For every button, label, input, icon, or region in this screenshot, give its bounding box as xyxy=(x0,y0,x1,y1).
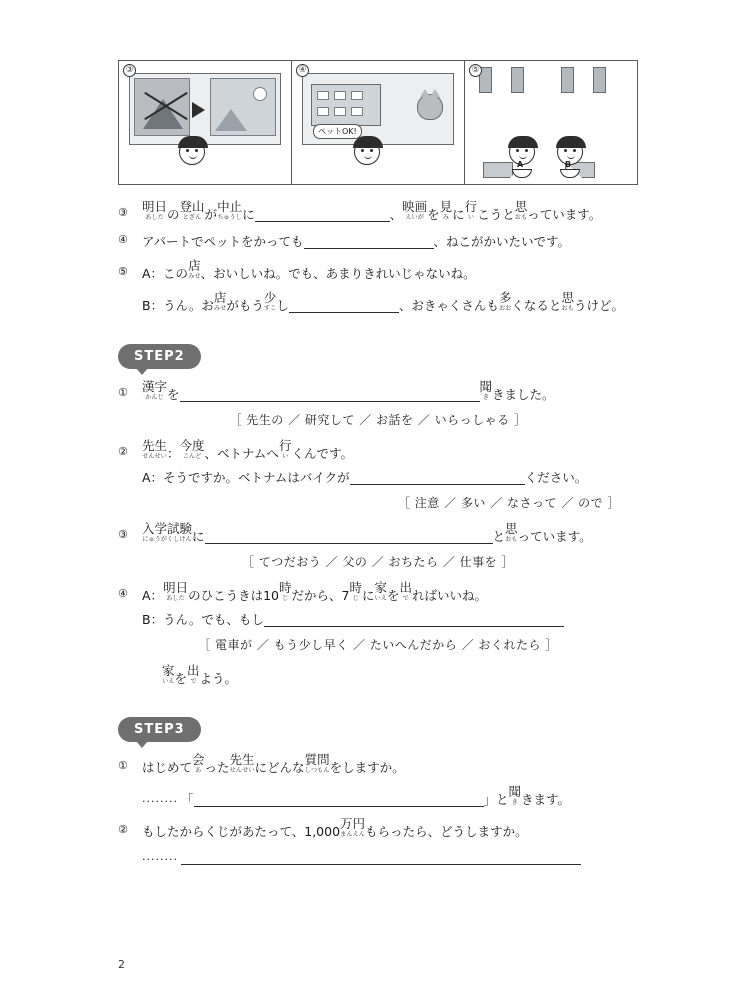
text-run: もらったら、どうしますか。 xyxy=(365,824,528,839)
furigana: ちゅうし xyxy=(217,214,242,221)
question-text xyxy=(142,438,638,461)
text-run: 店 xyxy=(213,290,227,305)
text-run: 」と xyxy=(483,792,509,807)
movie-screen-photo xyxy=(210,78,276,136)
step2-questions xyxy=(118,379,638,686)
choice-bank: ［ てつだおう ／ 父の ／ おちたら ／ 仕事を ］ xyxy=(241,555,515,569)
leader-dots: ........ xyxy=(142,850,178,863)
text-run: のひこうきは10 xyxy=(188,588,279,603)
furigana: かんじ xyxy=(145,394,164,401)
question-text xyxy=(142,379,638,402)
furigana: い xyxy=(467,214,475,221)
step3-questions xyxy=(118,752,638,865)
furigana: あした xyxy=(145,214,164,221)
mouth-icon xyxy=(364,155,372,159)
question-number: ① xyxy=(118,386,128,399)
page-number: 2 xyxy=(118,958,125,971)
question-text xyxy=(142,199,638,222)
question-item xyxy=(118,231,638,249)
cat-ear-left-icon xyxy=(420,89,430,97)
text-run: B：うん。お xyxy=(142,298,214,313)
text-run: 漢字 xyxy=(142,379,168,394)
furigana: にゅうがくしけん xyxy=(142,536,192,543)
furigana: せんせい xyxy=(229,767,255,774)
chair-icon xyxy=(593,67,606,93)
text-run: を xyxy=(167,387,180,402)
text-run: 質問 xyxy=(304,752,330,767)
text-run: B：うん。でも、もし xyxy=(142,612,264,627)
text-run: に xyxy=(452,207,465,222)
text-run: うけど。 xyxy=(573,298,624,313)
illustration-cell-3 xyxy=(119,61,292,184)
text-run: に xyxy=(361,588,375,603)
answer-text xyxy=(142,848,638,865)
text-run: 、おいしいね。でも、あまりきれいじゃないね。 xyxy=(200,266,476,281)
step3-banner: STEP3 xyxy=(118,717,201,742)
text-run: 会 xyxy=(192,752,205,767)
furigana: しつもん xyxy=(304,767,330,774)
mountain-photo xyxy=(134,78,190,136)
body-icon xyxy=(353,166,381,180)
text-run: 思 xyxy=(505,521,518,536)
text-run: に xyxy=(242,207,255,222)
hill-shape-icon xyxy=(215,109,247,131)
answer-blank[interactable] xyxy=(264,612,564,627)
question-number: ② xyxy=(118,445,128,458)
question-item xyxy=(118,752,638,775)
person-label-b: B xyxy=(565,160,572,169)
furigana: き xyxy=(482,394,489,401)
question-text xyxy=(142,521,638,544)
question-text xyxy=(142,234,638,249)
question-item xyxy=(118,521,638,544)
answer-blank[interactable] xyxy=(255,207,390,222)
scene-mountain-cancelled xyxy=(129,73,281,145)
text-run: と xyxy=(492,529,506,544)
text-run: ： xyxy=(167,446,180,461)
mouth-icon xyxy=(519,155,527,159)
pet-ok-sign: ペットOK! xyxy=(313,124,362,139)
text-run: がもう xyxy=(226,298,264,313)
mouth-icon xyxy=(567,155,575,159)
hair-icon xyxy=(556,136,586,148)
furigana: せんせい xyxy=(142,453,167,460)
text-run: もしたからくじがあたって、1,000 xyxy=(142,824,341,839)
question-item xyxy=(118,816,638,839)
chair-icon xyxy=(511,67,524,93)
window-icon xyxy=(317,91,329,100)
step2-banner: STEP2 xyxy=(118,344,201,369)
furigana: あ xyxy=(195,767,202,774)
text-run: 今度 xyxy=(179,438,205,453)
answer-blank[interactable] xyxy=(180,387,480,402)
cat-ear-right-icon xyxy=(430,89,440,97)
text-run: こうと xyxy=(477,207,515,222)
text-run: だから、7 xyxy=(291,588,350,603)
text-run: 中止 xyxy=(217,199,243,214)
text-run: 、おきゃくさんも xyxy=(398,298,499,313)
window-icon xyxy=(334,91,346,100)
text-run: 家 xyxy=(374,580,387,595)
illustration-strip xyxy=(118,60,638,185)
body-icon xyxy=(178,166,206,180)
text-run: 時 xyxy=(278,580,292,595)
text-run: A：この xyxy=(142,266,189,281)
text-run: 明日 xyxy=(142,199,168,214)
text-run: 時 xyxy=(349,580,362,595)
question-text xyxy=(142,612,638,627)
furigana: き xyxy=(511,799,518,806)
question-number: ② xyxy=(118,823,128,836)
person-figure xyxy=(175,139,209,180)
text-run: 、ねこがかいたいです。 xyxy=(433,234,571,249)
answer-blank[interactable] xyxy=(304,234,434,249)
question-text xyxy=(142,470,638,485)
text-run: っています。 xyxy=(527,207,602,222)
furigana: じ xyxy=(282,595,289,602)
person-a-figure xyxy=(505,139,539,180)
question-text xyxy=(142,580,638,603)
sun-icon xyxy=(253,87,267,101)
text-run: 行 xyxy=(464,199,478,214)
window-icon xyxy=(317,107,329,116)
question-number: ④ xyxy=(118,233,128,246)
answer-text xyxy=(142,784,638,807)
question-text xyxy=(142,752,638,775)
choice-bank: ［ 先生の ／ 研究して ／ お話を ／ いらっしゃる ］ xyxy=(229,413,527,427)
text-run: くんです。 xyxy=(291,446,353,461)
question-number: ③ xyxy=(118,206,128,219)
text-run: し xyxy=(276,298,289,313)
furigana: じ xyxy=(352,595,359,602)
step1-questions xyxy=(118,199,638,313)
text-run: 映画 xyxy=(402,199,428,214)
hair-icon xyxy=(508,136,538,148)
apartment-building-icon xyxy=(311,84,381,126)
question-item xyxy=(118,379,638,402)
text-run: A： xyxy=(142,588,164,603)
text-run: 思 xyxy=(514,199,528,214)
furigana: まんえん xyxy=(340,831,365,838)
text-run: 、 xyxy=(389,207,403,222)
furigana: こんど xyxy=(182,453,202,460)
text-run: きます。 xyxy=(521,792,571,807)
text-run: 多 xyxy=(498,290,512,305)
hair-icon xyxy=(178,136,208,148)
furigana: とざん xyxy=(182,214,202,221)
text-run: 万円 xyxy=(340,816,366,831)
question-item xyxy=(118,258,638,281)
text-run: アパートでペットをかっても xyxy=(142,234,304,249)
question-text xyxy=(162,663,638,686)
text-run: 思 xyxy=(561,290,574,305)
furigana: おも xyxy=(561,305,574,312)
person-label-a: A xyxy=(517,160,524,169)
furigana: いえ xyxy=(162,678,175,685)
furigana: おお xyxy=(498,305,512,312)
furigana: みせ xyxy=(213,305,227,312)
illustration-cell-5 xyxy=(465,61,637,184)
text-run: にどんな xyxy=(254,760,305,775)
furigana: で xyxy=(402,595,409,602)
text-run: 聞 xyxy=(508,784,522,799)
cell-number-5: ⑤ xyxy=(469,64,482,77)
furigana: あした xyxy=(166,595,185,602)
furigana: み xyxy=(442,214,449,221)
answer-blank[interactable] xyxy=(181,850,581,865)
illustration-cell-4 xyxy=(292,61,465,184)
answer-blank[interactable] xyxy=(205,529,493,544)
furigana: えいが xyxy=(405,214,424,221)
text-run: ればいいね。 xyxy=(412,588,488,603)
text-run: 先生 xyxy=(142,438,168,453)
furigana: いえ xyxy=(374,595,387,602)
face-icon xyxy=(354,139,380,165)
text-run: きました。 xyxy=(492,387,555,402)
window-icon xyxy=(351,107,363,116)
question-number: ① xyxy=(118,759,128,772)
text-run: が xyxy=(204,207,218,222)
question-item xyxy=(118,580,638,603)
text-run: くなると xyxy=(511,298,562,313)
text-run: の xyxy=(167,207,180,222)
face-icon xyxy=(179,139,205,165)
text-run: 登山 xyxy=(179,199,205,214)
text-run: った xyxy=(204,760,230,775)
text-run: 見 xyxy=(439,199,453,214)
question-item xyxy=(118,663,638,686)
text-run: 行 xyxy=(278,438,292,453)
person-figure xyxy=(350,139,384,180)
question-item xyxy=(118,612,638,627)
cell-number-4: ④ xyxy=(296,64,309,77)
text-run: 「 xyxy=(180,792,194,807)
text-run: 出 xyxy=(399,580,413,595)
cat-icon xyxy=(417,94,443,120)
text-run: に xyxy=(192,529,205,544)
text-run: 明日 xyxy=(163,580,189,595)
question-item xyxy=(118,470,638,485)
text-run: を xyxy=(387,588,400,603)
text-run: 先生 xyxy=(229,752,255,767)
question-number: ⑤ xyxy=(118,265,128,278)
question-text xyxy=(142,816,638,839)
leader-dots: ........ xyxy=(142,792,178,805)
text-run: 店 xyxy=(188,258,201,273)
arrow-right-icon xyxy=(192,102,205,118)
question-number: ③ xyxy=(118,528,128,541)
furigana: おも xyxy=(514,214,528,221)
question-text xyxy=(142,290,638,313)
question-item xyxy=(118,199,638,222)
answer-blank[interactable] xyxy=(350,470,525,485)
answer-item xyxy=(118,848,638,865)
text-run: よう。 xyxy=(199,671,238,686)
choice-bank: ［ 電車が ／ もう少し早く ／ たいへんだから ／ おくれたら ］ xyxy=(198,638,558,652)
text-run: を xyxy=(174,671,188,686)
chair-icon xyxy=(561,67,574,93)
text-run: 出 xyxy=(187,663,200,678)
text-run: ください。 xyxy=(524,470,588,485)
question-item xyxy=(118,290,638,313)
text-run: をしますか。 xyxy=(329,760,405,775)
scene-apartment-pet xyxy=(302,73,454,145)
text-run: 家 xyxy=(162,663,175,678)
window-icon xyxy=(351,91,363,100)
text-run: を xyxy=(427,207,440,222)
answer-blank[interactable] xyxy=(194,792,484,807)
hair-icon xyxy=(353,136,383,148)
furigana: で xyxy=(190,678,197,685)
answer-item xyxy=(118,784,638,807)
question-number: ④ xyxy=(118,587,128,600)
furigana: い xyxy=(282,453,289,460)
window-icon xyxy=(334,107,346,116)
mouth-icon xyxy=(189,155,197,159)
answer-blank[interactable] xyxy=(289,298,399,313)
text-run: 入学試験 xyxy=(142,521,193,536)
person-b-figure xyxy=(553,139,587,180)
text-run: はじめて xyxy=(142,760,193,775)
choice-bank: ［ 注意 ／ 多い ／ なさって ／ ので ］ xyxy=(397,496,620,510)
furigana: おも xyxy=(505,536,518,543)
text-run: 、ベトナムへ xyxy=(204,446,279,461)
question-text xyxy=(142,258,638,281)
page-content xyxy=(118,60,638,874)
text-run: A：そうですか。ベトナムはバイクが xyxy=(142,470,350,485)
text-run: 少 xyxy=(263,290,277,305)
furigana: すこ xyxy=(263,305,277,312)
question-item xyxy=(118,438,638,461)
cell-number-3: ③ xyxy=(123,64,136,77)
furigana: みせ xyxy=(188,273,201,280)
text-run: っています。 xyxy=(517,529,592,544)
text-run: 聞 xyxy=(479,379,493,394)
